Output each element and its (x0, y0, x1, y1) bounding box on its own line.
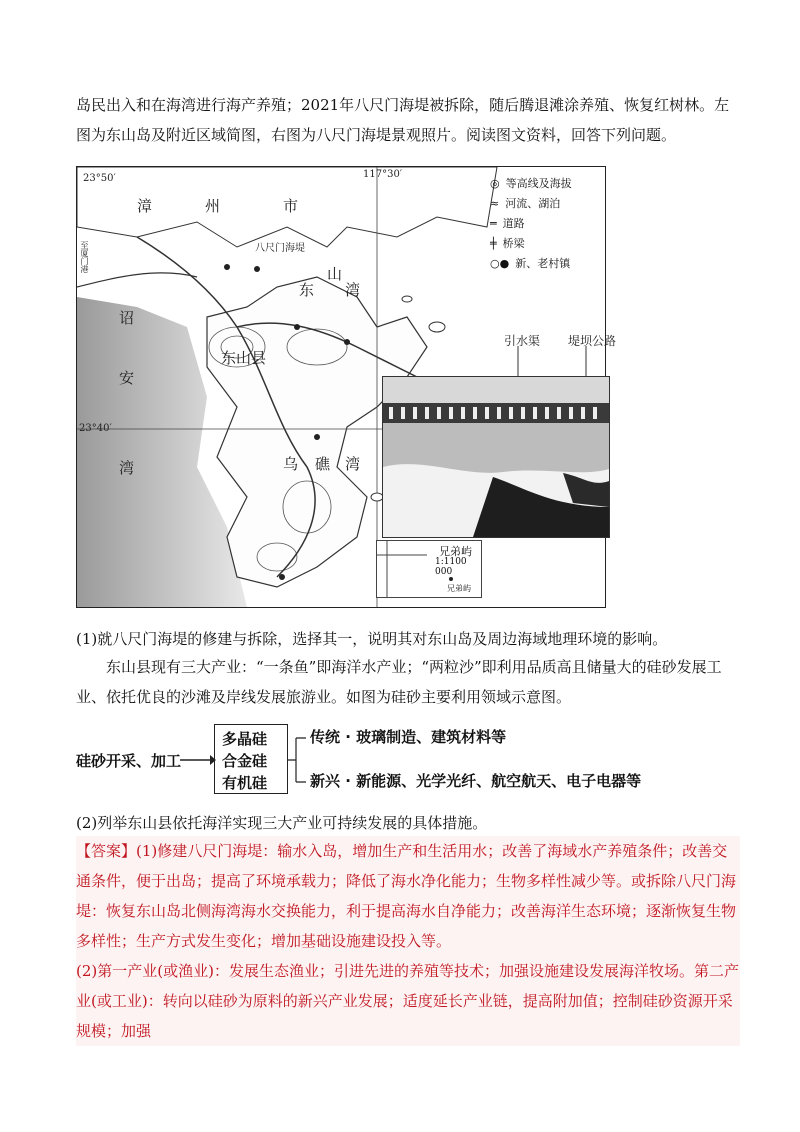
label-road-sign: 至厦门港 (80, 241, 89, 273)
legend-contour: 等高线及海拔 (505, 177, 572, 190)
flow-type-1: 多晶硅 (222, 730, 268, 748)
label-zhaoan-3: 湾 (119, 459, 135, 477)
legend-bridge: 桥梁 (502, 237, 525, 250)
dike-photo-drawing (383, 377, 609, 537)
label-dongshanwan-3: 湾 (345, 281, 361, 299)
flow-arrow-icon (180, 752, 216, 768)
label-zhangzhou-3: 市 (283, 197, 299, 215)
label-dongshanwan-1: 东 (299, 281, 315, 299)
photo-label-road: 堤坝公路 (568, 334, 617, 348)
question-2: (2)列举东山县依托海洋实现三大产业可持续发展的具体措施。 (76, 814, 488, 832)
road-icon: ═ (490, 217, 497, 230)
flow-type-2: 合金硅 (222, 752, 268, 770)
inset-small-label: 兄弟屿 (447, 584, 471, 593)
inset-title: 兄弟屿 (439, 545, 472, 558)
label-zhaoan-1: 诏 (119, 309, 135, 327)
flow-emerging: 新兴 · 新能源、光学光纤、航空航天、电子电器等 (310, 772, 642, 790)
label-dongshanwan-2: 山 (327, 265, 343, 283)
flow-traditional: 传统 · 玻璃制造、建筑材料等 (310, 728, 507, 746)
village-icon: ○● (490, 257, 510, 270)
legend-river: 河流、湖泊 (505, 197, 561, 210)
answer-2: (2)第一产业(或渔业)：发展生态渔业；引进先进的养殖等技术；加强设施建设发展海洋牧场。第二产业(或工业)：转向以硅砂为原料的新兴产业发展；适度延长产业链，提高附加值；控制硅砂资源开采规模；加强 (76, 962, 739, 1040)
inset-drawing (377, 541, 481, 597)
dike-photo (382, 376, 610, 538)
lon-label-top: 117°30′ (363, 169, 403, 180)
lat-label-top: 23°50′ (83, 173, 116, 184)
photo-label-canal: 引水渠 (504, 334, 541, 348)
legend-village: 新、老村镇 (515, 257, 571, 270)
map-legend (490, 174, 572, 274)
label-county: 东山县 (221, 349, 267, 367)
intro-paragraph: 岛民出入和在海湾进行海产养殖；2021年八尺门海堤被拆除，随后腾退滩涂养殖、恢复红树林。左图为东山岛及附近区域简图，右图为八尺门海堤景观照片。阅读图文资料，回答下列问题。 (76, 96, 730, 144)
label-zhangzhou-1: 漳 (137, 197, 153, 215)
context-paragraph: 东山县现有三大产业：“一条鱼”即海洋水产业；“两粒沙”即利用品质高且储量大的硅砂发展工业、依托优良的沙滩及岸线发展旅游业。如图为硅砂主要利用领域示意图。 (76, 658, 722, 706)
flow-bracket (288, 732, 308, 788)
label-zhaoan-2: 安 (119, 369, 135, 387)
answer-1: (1)修建八尺门海堤：输水入岛，增加生产和生活用水；改善了海域水产养殖条件；改善交通条件，便于出岛；提高了环境承载力；降低了海水净化能力；生物多样性减少等。或拆除八尺门海堤：恢复东山岛北侧海湾海水交换能力，利于提高海水自净能力；改善海洋生态环境；逐渐恢复生物多样性；生产方式发生变化；增加基础设施建设投入等。 (76, 842, 737, 950)
photo-pointer-lines (500, 346, 610, 380)
answer-label: 【答案】 (76, 842, 137, 860)
label-wujiao-3: 湾 (345, 455, 361, 473)
flow-source: 硅砂开采、加工 (76, 752, 182, 770)
river-icon: ≈ (490, 197, 500, 210)
inset-scale: 1:1100 000 (435, 557, 467, 577)
label-wujiao-2: 礁 (315, 455, 331, 473)
legend-road: 道路 (502, 217, 525, 230)
road-3 (77, 273, 197, 287)
bridge-icon: ╪ (490, 237, 497, 250)
label-wujiao-1: 乌 (283, 455, 299, 473)
inset-map (376, 540, 482, 598)
question-1: (1)就八尺门海堤的修建与拆除，选择其一，说明其对东山岛及周边海域地理环境的影响。 (76, 630, 668, 648)
label-zhangzhou-2: 州 (205, 197, 221, 215)
lat-label-mid: 23°40′ (79, 423, 112, 434)
label-dike: 八尺门海堤 (255, 243, 305, 254)
flow-type-3: 有机硅 (222, 774, 268, 792)
contour-icon: ◎ (490, 177, 500, 190)
answer-block (76, 836, 740, 1046)
